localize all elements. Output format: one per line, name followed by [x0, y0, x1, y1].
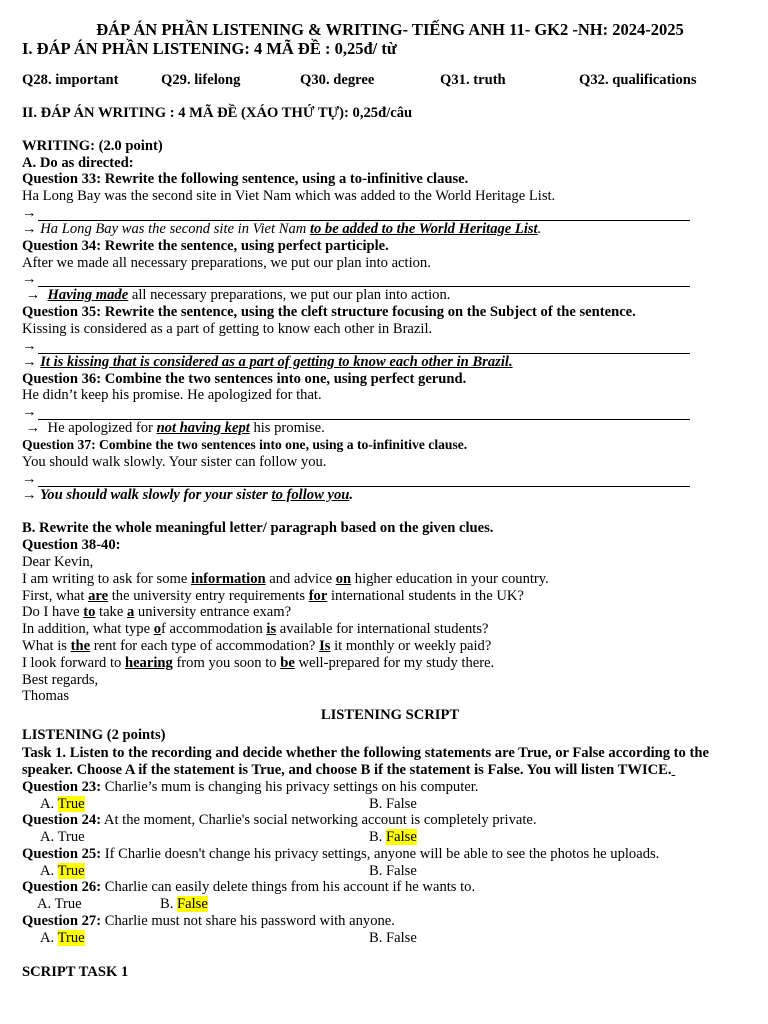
tf-question [22, 779, 758, 796]
option-a[interactable]: A. True [40, 829, 85, 846]
question-text: Charlie’s mum is changing his privacy settings on his computer. [101, 778, 479, 795]
tf-options [22, 896, 758, 913]
section-writing-heading: II. ĐÁP ÁN WRITING : 4 MÃ ĐỀ (XÁO THỨ TỰ): 0,25đ/câu [22, 105, 413, 121]
tf-options [22, 796, 758, 813]
listening-script-title: LISTENING SCRIPT [320, 707, 460, 724]
section-listening-heading: I. ĐÁP ÁN PHẦN LISTENING: 4 MÃ ĐỀ : 0,25đ/ từ [22, 39, 397, 58]
tf-options [22, 829, 758, 846]
arrow-icon: → [22, 337, 37, 354]
answer-text: his promise. [249, 420, 325, 437]
answer-blank [22, 338, 758, 354]
tf-options [22, 930, 758, 947]
answer-key-document [22, 20, 758, 980]
arrow-icon: → [22, 353, 37, 370]
question-34-answer [22, 287, 758, 304]
answer-key-phrase: to follow you [271, 486, 350, 503]
listening-answers [22, 72, 758, 89]
question-34-sentence: After we made all necessary preparations, we put our plan into action. [22, 254, 431, 271]
answer-key-phrase: to be added to the World Heritage List [309, 220, 538, 237]
letter-signature: Thomas [22, 688, 70, 705]
question-36-sentence: He didn’t keep his promise. He apologized for that. [22, 387, 322, 404]
arrow-icon: → [25, 420, 41, 437]
script-task-1-heading: SCRIPT TASK 1 [22, 963, 129, 980]
document-title: ĐÁP ÁN PHẦN LISTENING & WRITING- TIẾNG ANH 11- GK2 -NH: 2024-2025 [96, 20, 684, 39]
blank-line [38, 341, 690, 354]
answer-text: . [349, 486, 354, 503]
tf-question [22, 846, 758, 863]
arrow-icon: → [22, 486, 37, 503]
question-33: Question 33: Rewrite the following sentence, using a to-infinitive clause. [22, 171, 469, 188]
question-text: At the moment, Charlie's social networking account is completely private. [101, 812, 537, 829]
letter-greeting: Dear Kevin, [22, 553, 94, 570]
part-a-heading: A. Do as directed: [22, 154, 134, 171]
question-34: Question 34: Rewrite the sentence, using perfect participle. [22, 237, 389, 254]
question-37-sentence: You should walk slowly. Your sister can follow you. [22, 453, 327, 470]
arrow-icon: → [25, 287, 41, 304]
task-1-instructions: Task 1. Listen to the recording and decide whether the following statements are True, or False according to the speaker. Choose A if the statement is True, and choose B if the statement is False. You will listen TWICE. [22, 744, 709, 778]
arrow-icon: → [22, 204, 37, 221]
option-b[interactable]: B. False [160, 896, 208, 913]
option-a[interactable]: A. True [40, 795, 85, 812]
answer-text: Ha Long Bay was the second site in Viet Nam [40, 220, 310, 237]
arrow-icon: → [22, 404, 37, 421]
option-a[interactable]: A. True [40, 929, 85, 946]
true-false-questions [22, 779, 758, 947]
arrow-icon: → [22, 220, 37, 237]
option-a[interactable]: A. True [40, 862, 85, 879]
blank-line [38, 274, 690, 287]
question-36-answer [22, 420, 758, 437]
answer-q32: Q32. qualifications [579, 72, 697, 88]
letter-line: I am writing to ask for some information and advice on higher education in your country. [22, 570, 549, 587]
blank-line [38, 407, 690, 420]
answer-text: You should walk slowly for your sister [39, 486, 272, 503]
question-37-answer [22, 487, 758, 504]
answer-blank [22, 404, 758, 420]
question-label: Question 27: [22, 913, 102, 930]
question-35-answer [22, 354, 758, 371]
question-text: Charlie must not share his password with anyone. [101, 913, 395, 930]
tf-options [22, 863, 758, 880]
question-label: Question 24: [22, 812, 102, 829]
option-a[interactable]: A. True [37, 896, 82, 913]
option-b[interactable]: B. False [369, 929, 417, 946]
answer-blank [22, 205, 758, 221]
letter-line: What is the rent for each type of accommodation? Is it monthly or weekly paid? [22, 637, 492, 654]
letter-line: In addition, what type of accommodation is available for international students? [22, 621, 489, 638]
answer-key-phrase: Having made [47, 287, 129, 304]
question-text: Charlie can easily delete things from his account if he wants to. [101, 879, 476, 896]
blank-line [38, 208, 690, 221]
part-b-heading: B. Rewrite the whole meaningful letter/ paragraph based on the given clues. [22, 520, 494, 537]
answer-key-phrase: It is kissing that is considered as a part of getting to know each other in Brazil. [40, 353, 513, 370]
answer-q29: Q29. lifelong [161, 72, 241, 88]
answer-text: He apologized for [47, 420, 157, 437]
answer-text: all necessary preparations, we put our plan into action. [128, 287, 451, 304]
arrow-icon: → [22, 271, 37, 288]
arrow-icon: → [22, 470, 37, 487]
option-b[interactable]: B. False [369, 829, 417, 846]
question-35: Question 35: Rewrite the sentence, using the cleft structure focusing on the Subject of the sentence. [22, 304, 636, 321]
question-text: If Charlie doesn't change his privacy settings, anyone will be able to see the photos he uploads. [101, 845, 660, 862]
question-35-sentence: Kissing is considered as a part of getting to know each other in Brazil. [22, 320, 433, 337]
letter-closing: Best regards, [22, 671, 99, 688]
question-33-sentence: Ha Long Bay was the second site in Viet Nam which was added to the World Heritage List. [22, 188, 556, 205]
question-37: Question 37: Combine the two sentences into one, using a to-infinitive clause. [22, 436, 468, 452]
letter-line: I look forward to hearing from you soon to be well-prepared for my study there. [22, 654, 495, 671]
answer-q28: Q28. important [22, 72, 119, 88]
tf-question [22, 913, 758, 930]
letter-line: Do I have to take a university entrance exam? [22, 604, 292, 621]
option-b[interactable]: B. False [369, 795, 417, 812]
question-38-40: Question 38-40: [22, 537, 121, 554]
question-label: Question 23: [22, 778, 102, 795]
listening-heading: LISTENING (2 points) [22, 726, 166, 743]
question-36: Question 36: Combine the two sentences into one, using perfect gerund. [22, 370, 467, 387]
question-33-answer [22, 221, 758, 238]
question-label: Question 26: [22, 879, 102, 896]
option-b[interactable]: B. False [369, 862, 417, 879]
tf-question [22, 812, 758, 829]
letter-line: First, what are the university entry requirements for international students in the UK? [22, 587, 524, 604]
writing-heading: WRITING: (2.0 point) [22, 137, 163, 154]
question-label: Question 25: [22, 845, 102, 862]
answer-q30: Q30. degree [300, 72, 375, 88]
answer-blank [22, 271, 758, 287]
answer-text: . [537, 220, 542, 237]
tf-question [22, 879, 758, 896]
answer-blank [22, 471, 758, 487]
answer-key-phrase: not having kept [156, 420, 250, 437]
blank-line [38, 474, 690, 487]
answer-q31: Q31. truth [440, 72, 506, 88]
